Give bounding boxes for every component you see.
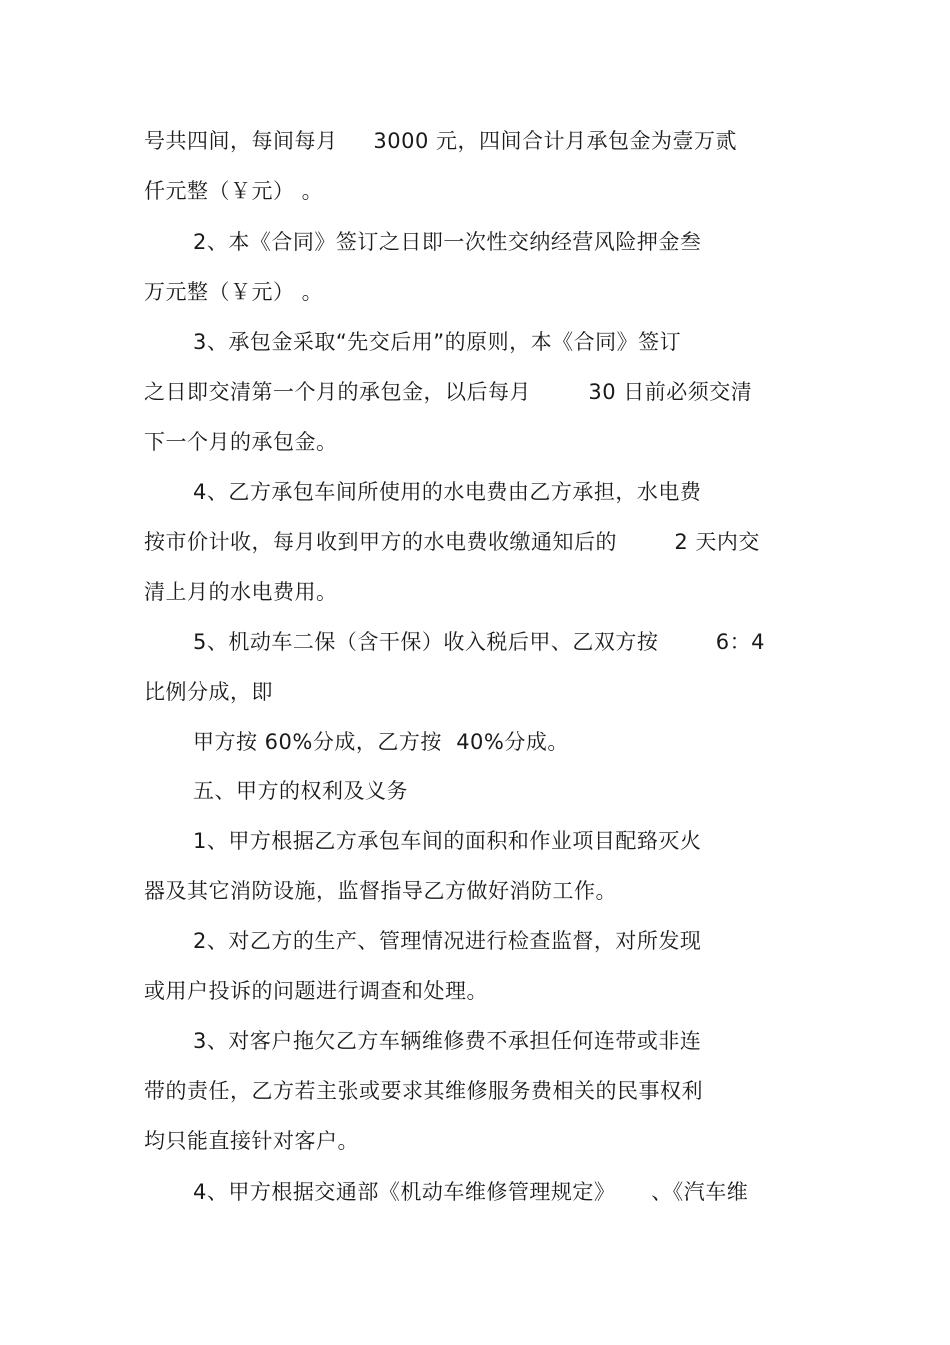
text-line: 甲方按 60%分成，乙方按 40%分成。 [193, 730, 569, 754]
text-line: 2、对乙方的生产、管理情况进行检查监督，对所发现 [193, 929, 702, 953]
section-heading: 五、甲方的权利及义务 [193, 779, 408, 803]
text-line: 清上月的水电费用。 [144, 580, 338, 604]
text-line: 带的责任，乙方若主张或要求其维修服务费相关的民事权利 [144, 1079, 703, 1103]
text-line: 器及其它消防设施，监督指导乙方做好消防工作。 [144, 879, 617, 903]
text-line: 3、承包金采取“先交后用”的原则，本《合同》签订 [193, 330, 682, 354]
text-line: 或用户投诉的问题进行调查和处理。 [144, 979, 488, 1003]
text-line: 5、机动车二保（含干保）收入税后甲、乙双方按 6：4 [193, 630, 765, 654]
text-line: 号共四间，每间每月 3000 元，四间合计月承包金为壹万贰 [144, 129, 737, 153]
text-line: 之日即交清第一个月的承包金，以后每月 30 日前必须交清 [144, 380, 753, 404]
text-line: 比例分成，即 [144, 680, 273, 704]
text-line: 2、本《合同》签订之日即一次性交纳经营风险押金叁 [193, 230, 702, 254]
text-line: 4、甲方根据交通部《机动车维修管理规定》 、《汽车维 [193, 1180, 749, 1204]
text-line: 万元整（￥元） 。 [144, 280, 324, 304]
text-line: 均只能直接针对客户。 [144, 1129, 359, 1153]
text-line: 按市价计收，每月收到甲方的水电费收缴通知后的 2 天内交 [144, 530, 760, 554]
text-line: 下一个月的承包金。 [144, 430, 338, 454]
text-line: 仟元整（￥元） 。 [144, 179, 324, 203]
text-line: 1、甲方根据乙方承包车间的面积和作业项目配臵灭火 [193, 829, 702, 853]
text-line: 3、对客户拖欠乙方车辆维修费不承担任何连带或非连 [193, 1029, 702, 1053]
text-line: 4、乙方承包车间所使用的水电费由乙方承担，水电费 [193, 480, 702, 504]
